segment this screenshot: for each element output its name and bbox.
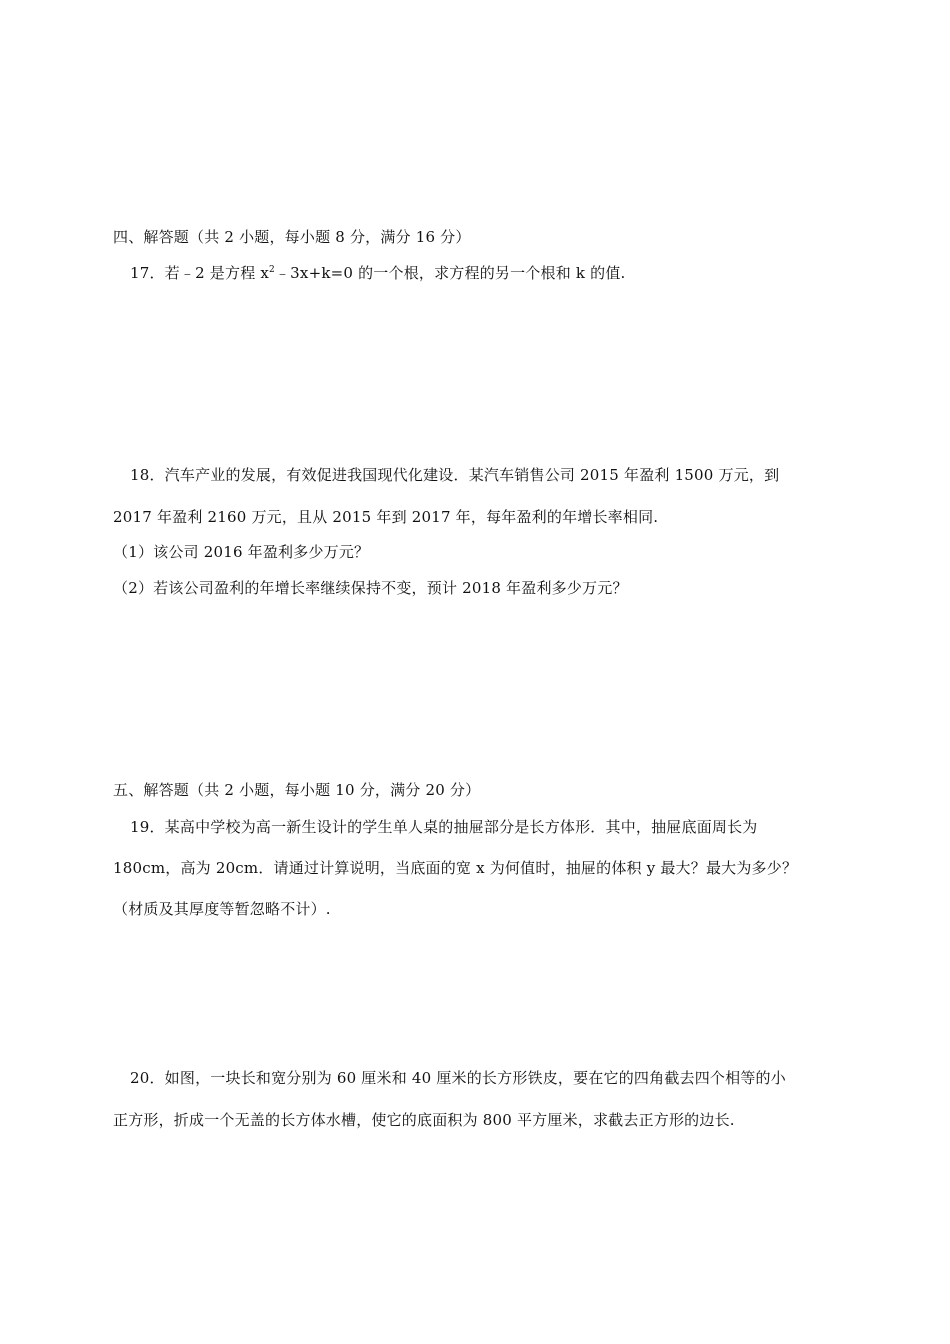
- question-19-line-1: 19．某高中学校为高一新生设计的学生单人桌的抽屉部分是长方体形．其中，抽屉底面周长为: [130, 818, 758, 836]
- question-20-line-2: 正方形，折成一个无盖的长方体水槽，使它的底面积为 800 平方厘米，求截去正方形的边长.: [113, 1111, 735, 1129]
- question-18-line-2: 2017 年盈利 2160 万元，且从 2015 年到 2017 年，每年盈利的年增长率相同.: [113, 508, 659, 526]
- question-17-exponent: 2: [269, 265, 275, 275]
- section-5-heading: 五、解答题（共 2 小题，每小题 10 分，满分 20 分）: [113, 781, 481, 799]
- question-18-line-1: 18．汽车产业的发展，有效促进我国现代化建设．某汽车销售公司 2015 年盈利 1500 万元，到: [130, 466, 780, 484]
- question-19-line-3: （材质及其厚度等暂忽略不计）.: [113, 900, 331, 918]
- question-17-text-start: 17．若﹣2 是方程 x: [130, 264, 270, 282]
- question-17-text-end: ﹣3x+k=0 的一个根，求方程的另一个根和 k 的值.: [274, 264, 626, 282]
- section-4-heading: 四、解答题（共 2 小题，每小题 8 分，满分 16 分）: [113, 228, 471, 246]
- question-19-line-2: 180cm，高为 20cm．请通过计算说明，当底面的宽 x 为何值时，抽屉的体积 y 最大？最大为多少？: [113, 859, 798, 877]
- question-17: [130, 263, 626, 283]
- question-18-part-1: （1）该公司 2016 年盈利多少万元？: [113, 543, 370, 561]
- question-20-line-1: 20．如图，一块长和宽分别为 60 厘米和 40 厘米的长方形铁皮，要在它的四角截去四个相等的小: [130, 1069, 786, 1087]
- question-18-part-2: （2）若该公司盈利的年增长率继续保持不变，预计 2018 年盈利多少万元？: [113, 579, 628, 597]
